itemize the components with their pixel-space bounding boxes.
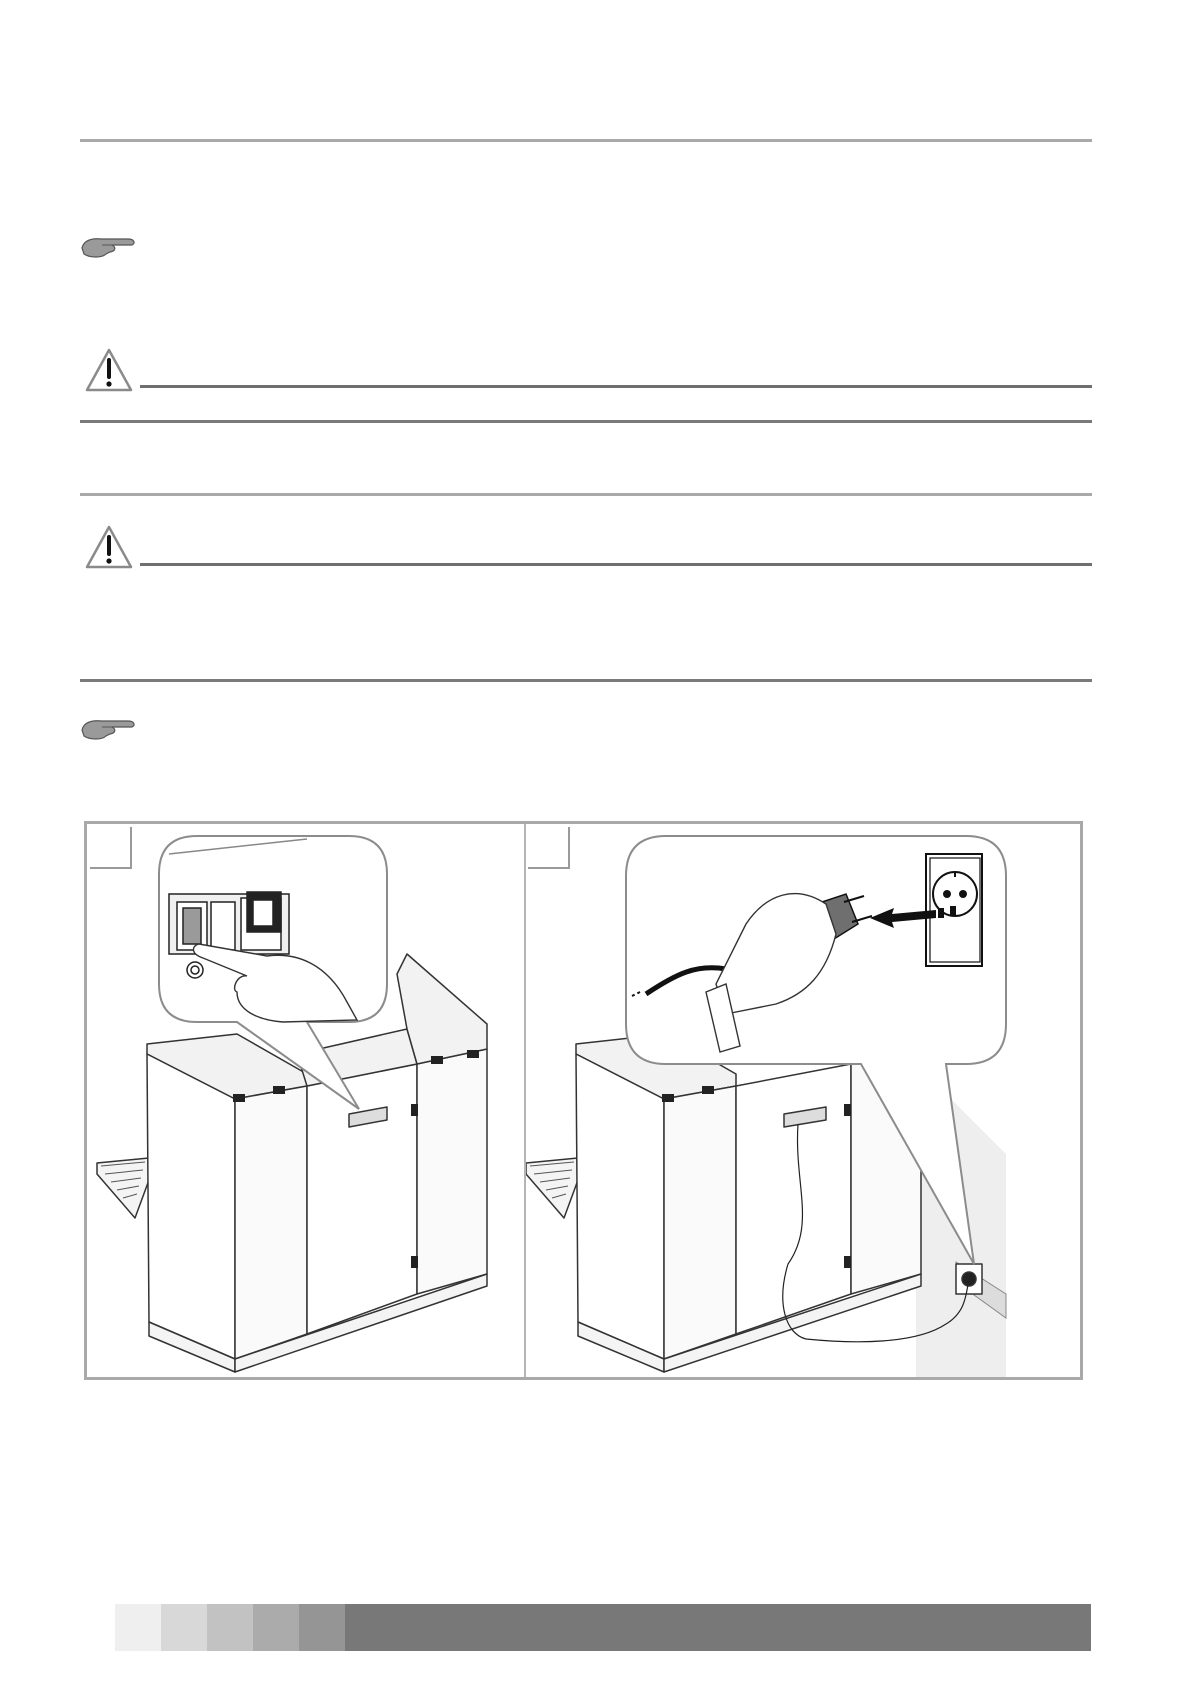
section-rule [80,420,1092,423]
section-rule [80,493,1092,496]
warning-triangle-icon [84,347,134,393]
footer-swatch [253,1604,299,1651]
instruction-figure [84,821,1083,1380]
footer-swatch [161,1604,207,1651]
header-rule [80,139,1092,142]
hand-pointer-icon [80,234,138,262]
footer-swatch [299,1604,345,1651]
footer-color-bar [115,1604,1091,1651]
step-2-illustration [526,824,1080,1377]
footer-swatch [115,1604,161,1651]
warning-rule [140,563,1092,566]
warning-rule [140,385,1092,388]
footer-swatch [345,1604,1091,1651]
warning-triangle-icon [84,524,134,570]
step-1-illustration [87,824,524,1377]
section-rule [80,679,1092,682]
footer-swatch [207,1604,253,1651]
hand-pointer-icon [80,716,138,744]
